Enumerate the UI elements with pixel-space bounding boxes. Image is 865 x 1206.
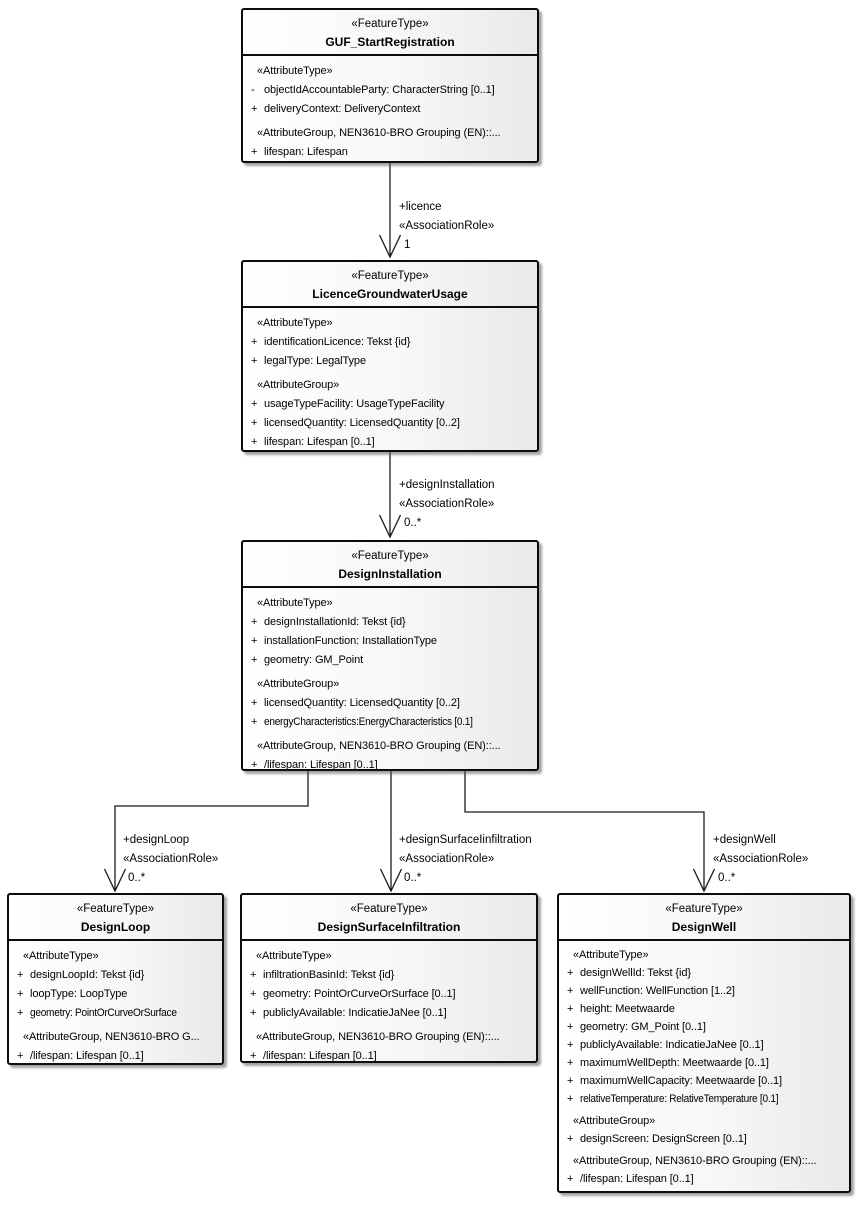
class-stereotype: «FeatureType» <box>351 550 429 562</box>
class-header <box>559 895 849 941</box>
class-name: DesignSurfaceInfiltration <box>317 920 461 934</box>
association-multiplicity: 0..* <box>128 872 146 884</box>
visibility-symbol: + <box>251 697 258 709</box>
visibility-symbol: + <box>567 1057 574 1069</box>
class-name: DesignLoop <box>80 920 151 934</box>
association-role-name: +designSurfaceIinfiltration <box>399 834 532 846</box>
attribute-row <box>559 1072 849 1090</box>
class-header <box>243 542 537 588</box>
class-box-guf-startregistration[interactable] <box>241 8 539 163</box>
attribute-row <box>559 1018 849 1036</box>
attribute-group-stereotype: «AttributeGroup, NEN3610-BRO Grouping (EN)::... <box>256 1031 500 1043</box>
association-multiplicity: 0..* <box>404 517 422 529</box>
attribute-text: /lifespan: Lifespan [0..1] <box>30 1050 144 1062</box>
visibility-symbol: + <box>567 1093 574 1105</box>
visibility-symbol: + <box>567 1133 574 1145</box>
visibility-symbol: + <box>567 1003 574 1015</box>
attributes-compartment <box>243 588 537 771</box>
visibility-symbol: + <box>251 654 258 666</box>
attribute-group-stereotype: «AttributeType» <box>23 950 99 962</box>
class-header <box>243 10 537 56</box>
visibility-symbol: + <box>251 436 258 448</box>
attribute-text: deliveryContext: DeliveryContext <box>264 103 421 115</box>
visibility-symbol: + <box>251 417 258 429</box>
association-role-name: +designInstallation <box>399 479 495 491</box>
attribute-text: geometry: GM_Point <box>264 654 364 666</box>
attributes-compartment <box>9 941 222 1065</box>
attribute-row <box>243 333 537 352</box>
attribute-row <box>243 756 537 771</box>
visibility-symbol: + <box>567 985 574 997</box>
visibility-symbol: + <box>251 355 258 367</box>
attribute-group-stereotype: «AttributeType» <box>257 65 333 77</box>
association-role-name: +designWell <box>713 834 776 846</box>
attribute-text: legalType: LegalType <box>264 355 366 367</box>
attribute-text: maximumWellDepth: Meetwaarde [0..1] <box>580 1057 769 1069</box>
class-name: GUF_StartRegistration <box>325 35 455 49</box>
association-role-name: +designLoop <box>123 834 190 846</box>
association-multiplicity: 0..* <box>404 872 422 884</box>
attribute-text: lifespan: Lifespan [0..1] <box>264 436 375 448</box>
attribute-text: loopType: LoopType <box>30 988 128 1000</box>
attribute-row <box>559 1130 849 1148</box>
attribute-row <box>243 713 537 732</box>
class-stereotype: «FeatureType» <box>351 270 429 282</box>
attribute-text: infiltrationBasinId: Tekst {id} <box>263 969 395 981</box>
attribute-text: publiclyAvailable: IndicatieJaNee [0..1] <box>580 1039 764 1051</box>
attribute-row <box>243 100 537 119</box>
attribute-row <box>243 694 537 713</box>
visibility-symbol: + <box>567 1173 574 1185</box>
attribute-group-stereotype: «AttributeGroup» <box>257 678 340 690</box>
attribute-row <box>243 433 537 452</box>
attribute-group-stereotype: «AttributeType» <box>573 949 649 961</box>
visibility-symbol: + <box>250 1007 257 1019</box>
attribute-row <box>9 1004 222 1023</box>
attribute-row <box>559 1036 849 1054</box>
class-stereotype: «FeatureType» <box>76 903 155 915</box>
attribute-text: designScreen: DesignScreen [0..1] <box>580 1133 747 1145</box>
association-stereotype: «AssociationRole» <box>399 853 495 865</box>
attribute-row <box>559 964 849 982</box>
visibility-symbol: + <box>17 988 24 1000</box>
attribute-text: /lifespan: Lifespan [0..1] <box>264 759 378 771</box>
attribute-row <box>242 1004 536 1023</box>
visibility-symbol: + <box>17 969 24 981</box>
attribute-row <box>243 352 537 371</box>
class-box-design-loop[interactable] <box>7 893 224 1065</box>
association-multiplicity: 1 <box>404 239 411 251</box>
visibility-symbol: + <box>251 103 258 115</box>
attribute-row <box>243 651 537 670</box>
attribute-text: designWellId: Tekst {id} <box>580 967 691 979</box>
class-box-design-installation[interactable] <box>241 540 539 771</box>
visibility-symbol: + <box>250 969 257 981</box>
association-role-name: +licence <box>399 201 442 213</box>
attribute-row <box>242 966 536 985</box>
attribute-text: wellFunction: WellFunction [1..2] <box>580 985 735 997</box>
attribute-group-stereotype: «AttributeType» <box>257 317 333 329</box>
attribute-text: publiclyAvailable: IndicatieJaNee [0..1] <box>263 1007 447 1019</box>
attribute-text: usageTypeFacility: UsageTypeFacility <box>264 398 445 410</box>
association-label-design-installation <box>399 476 495 533</box>
attribute-row <box>243 632 537 651</box>
attribute-row <box>9 1047 222 1065</box>
class-stereotype: «FeatureType» <box>350 903 428 915</box>
visibility-symbol: + <box>251 616 258 628</box>
class-box-design-well[interactable] <box>557 893 851 1193</box>
association-label-licence <box>399 198 494 255</box>
attribute-text: licensedQuantity: LicensedQuantity [0..2] <box>264 697 460 709</box>
attribute-text: geometry: GM_Point [0..1] <box>580 1021 706 1033</box>
class-name: DesignInstallation <box>338 567 442 581</box>
visibility-symbol: + <box>251 146 258 158</box>
attribute-text: maximumWellCapacity: Meetwaarde [0..1] <box>580 1075 783 1087</box>
attribute-text: lifespan: Lifespan <box>264 146 348 158</box>
visibility-symbol: + <box>567 967 574 979</box>
attribute-group-stereotype: «AttributeGroup, NEN3610-BRO Grouping (EN)::... <box>257 127 501 139</box>
attribute-group-stereotype: «AttributeGroup, NEN3610-BRO Grouping (EN)::... <box>257 740 501 752</box>
association-stereotype: «AssociationRole» <box>399 220 495 232</box>
attribute-group-stereotype: «AttributeGroup, NEN3610-BRO Grouping (EN)::... <box>573 1155 817 1167</box>
association-design-installation[interactable] <box>380 452 401 537</box>
attributes-compartment <box>559 941 849 1188</box>
attribute-row <box>9 966 222 985</box>
attribute-text: /lifespan: Lifespan [0..1] <box>263 1050 377 1062</box>
attribute-row <box>243 414 537 433</box>
visibility-symbol: + <box>251 336 258 348</box>
visibility-symbol: + <box>250 1050 257 1062</box>
visibility-symbol: + <box>17 1007 24 1019</box>
class-box-licence-groundwater-usage[interactable] <box>241 260 539 452</box>
attribute-text: designInstallationId: Tekst {id} <box>264 616 406 628</box>
attribute-row <box>559 982 849 1000</box>
visibility-symbol: + <box>567 1021 574 1033</box>
association-label-design-surface-infiltration <box>399 831 532 888</box>
attribute-row <box>242 985 536 1004</box>
association-stereotype: «AssociationRole» <box>713 853 809 865</box>
attributes-compartment <box>242 941 536 1063</box>
attribute-row <box>243 395 537 414</box>
attribute-text: geometry: PointOrCurveOrSurface [0..1] <box>263 988 456 1000</box>
attribute-text: identificationLicence: Tekst {id} <box>264 336 411 348</box>
class-header <box>242 895 536 941</box>
association-label-design-well <box>713 831 808 888</box>
attribute-row <box>243 613 537 632</box>
attribute-text: height: Meetwaarde <box>580 1003 675 1015</box>
attribute-row <box>559 1170 849 1188</box>
association-stereotype: «AssociationRole» <box>123 853 219 865</box>
attribute-row <box>243 81 537 100</box>
attribute-row <box>559 1090 849 1108</box>
class-name: LicenceGroundwaterUsage <box>312 287 468 301</box>
visibility-symbol: + <box>251 635 258 647</box>
class-box-design-surface-infiltration[interactable] <box>240 893 538 1063</box>
association-stereotype: «AssociationRole» <box>399 498 495 510</box>
class-stereotype: «FeatureType» <box>351 18 429 30</box>
attributes-compartment <box>243 308 537 452</box>
association-multiplicity: 0..* <box>718 872 736 884</box>
visibility-symbol: + <box>250 988 257 1000</box>
class-stereotype: «FeatureType» <box>665 903 743 915</box>
visibility-symbol: + <box>567 1039 574 1051</box>
visibility-symbol: + <box>251 716 258 728</box>
attribute-text: geometry: PointOrCurveOrSurface <box>30 1007 177 1019</box>
class-name: DesignWell <box>671 920 737 934</box>
attribute-group-stereotype: «AttributeType» <box>257 597 333 609</box>
visibility-symbol: + <box>567 1075 574 1087</box>
visibility-symbol: + <box>251 759 258 771</box>
attribute-text: installationFunction: InstallationType <box>264 635 437 647</box>
association-licence[interactable] <box>380 163 401 257</box>
class-header <box>9 895 222 941</box>
attribute-text: licensedQuantity: LicensedQuantity [0..2] <box>264 417 460 429</box>
attribute-text: /lifespan: Lifespan [0..1] <box>580 1173 694 1185</box>
visibility-symbol: + <box>17 1050 24 1062</box>
attribute-text: designLoopId: Tekst {id} <box>30 969 145 981</box>
attribute-row <box>243 143 537 162</box>
association-label-design-loop <box>123 831 218 888</box>
visibility-symbol: + <box>251 398 258 410</box>
attribute-row <box>9 985 222 1004</box>
attribute-group-stereotype: «AttributeGroup» <box>257 379 340 391</box>
class-header <box>243 262 537 308</box>
attribute-group-stereotype: «AttributeGroup» <box>573 1115 656 1127</box>
attribute-row <box>242 1047 536 1063</box>
attribute-group-stereotype: «AttributeType» <box>256 950 332 962</box>
attribute-row <box>559 1000 849 1018</box>
attributes-compartment <box>243 56 537 162</box>
attribute-group-stereotype: «AttributeGroup, NEN3610-BRO G... <box>23 1031 200 1043</box>
attribute-text: objectIdAccountableParty: CharacterString [0..1] <box>264 84 495 96</box>
attribute-row <box>559 1054 849 1072</box>
visibility-symbol: - <box>251 84 255 96</box>
attribute-text: energyCharacteristics:EnergyCharacteristics [0.1] <box>264 716 473 728</box>
attribute-text: relativeTemperature: RelativeTemperature [0.1] <box>580 1093 779 1105</box>
